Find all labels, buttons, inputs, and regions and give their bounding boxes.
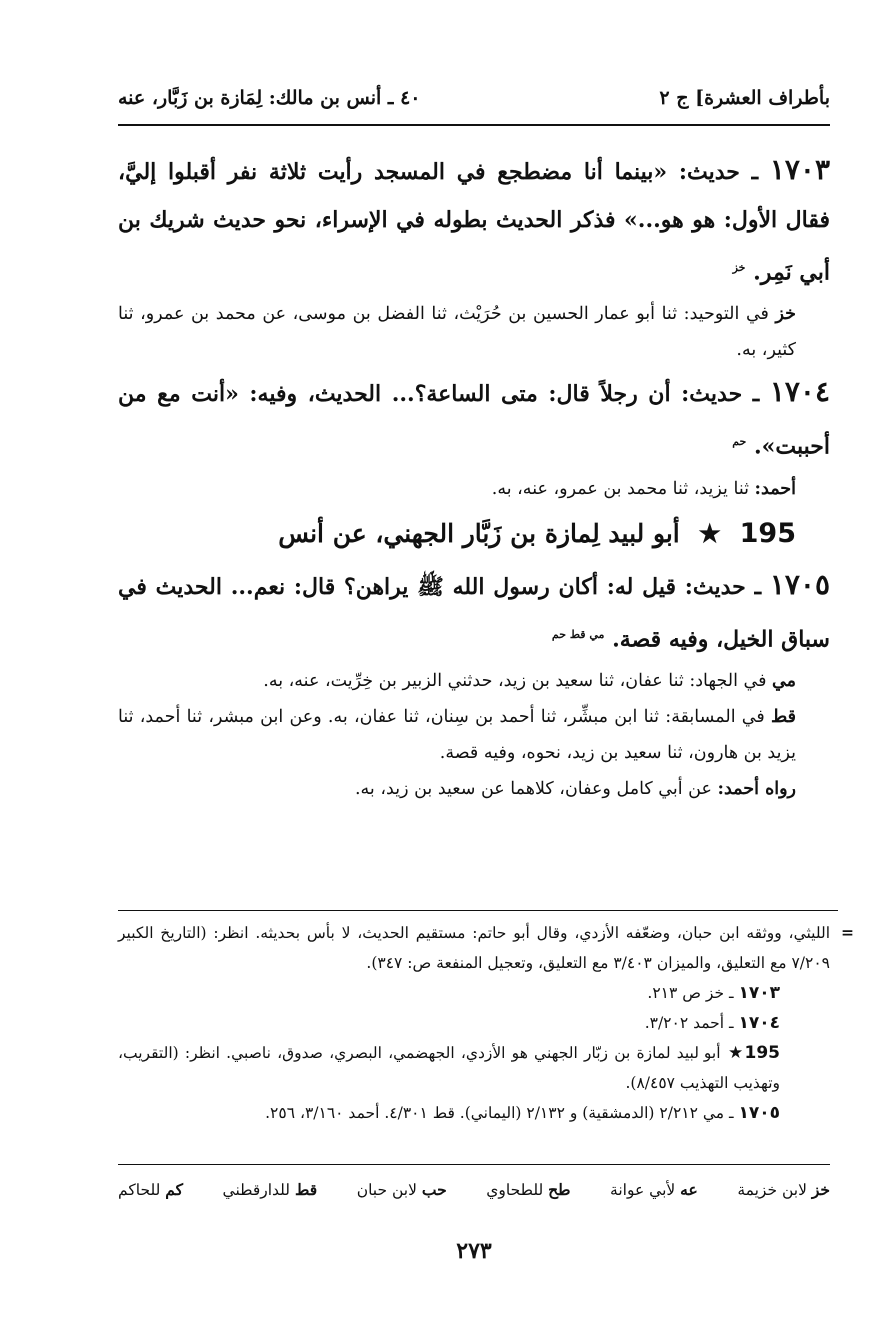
entry-text: ـ حديث: قيل له: أكان رسول الله ﷺ يراهن؟ قال: نعم... الحديث في سباق الخيل، وفيه قصة. [118,573,830,652]
header-book-title: بأطراف العشرة] ج ٢ [659,87,830,109]
footnote-item [118,1038,830,1098]
source-text: ثنا يزيد، ثنا محمد بن عمرو، عنه، به. [491,478,749,499]
footnote-number: ١٧٠٣ [738,983,780,1003]
footnote-text: ـ خز ص ٢١٣. [647,984,734,1002]
source-symbol: أحمد: [754,478,796,499]
entry-number: ١٧٠٣ [769,153,830,186]
narrator-name: أبو لبيد لِمازة بن زَبَّار الجهني، عن أنس [278,518,680,548]
continuation-mark: = [841,923,854,942]
footnote-continuation [118,918,854,978]
source-text: في التوحيد: ثنا أبو عمار الحسين بن حُرَيْث، ثنا الفضل بن موسى، عن محمد بن عمرو، ثنا كثير، به. [118,304,796,361]
source-line [118,699,830,771]
entry-number: ١٧٠٤ [769,375,830,409]
source-line [118,771,830,807]
footnote-text: الليثي، ووثقه ابن حبان، وضعّفه الأزدي، وقال أبو حاتم: مستقيم الحديث، لا بأس بحديثه. انظر: (التاريخ الكبير ٧/٢٠٩ مع التعليق، والميزان ٣/٤٠٣ مع التعليق، وتعجيل المنفعة ص: ٣٤٧). [118,924,830,972]
footnote-text: ـ أحمد ٣/٢٠٢. [644,1014,734,1032]
book-page [118,60,854,1300]
source-symbol: رواه أحمد: [717,778,796,799]
source-text: في الجهاد: ثنا عفان، ثنا سعيد بن زيد، حدثني الزبير بن خِرِّيت، عنه، به. [263,670,767,691]
legend-item: كم للحاكم [118,1180,183,1199]
entry-sigla: حم [732,435,747,449]
footnote-number: 195★ [726,1043,780,1063]
legend-item: خز لابن خزيمة [737,1180,830,1199]
main-text [118,146,830,807]
footnote-number: ١٧٠٥ [738,1103,780,1123]
legend-item: حب لابن حبان [356,1180,447,1199]
hadith-entry-1704 [118,368,830,470]
legend-rule [118,1164,830,1165]
source-text: في المسابقة: ثنا ابن مبشِّر، ثنا أحمد بن سِنان، ثنا عفان، به. وعن ابن مبشر، ثنا أحمد، ثنا يزيد بن هارون، ثنا سعيد بن زيد، نحوه، وفيه قصة. [118,706,796,763]
hadith-entry-1705 [118,561,830,663]
source-symbol: خز [775,304,796,325]
footnote-text: أبو لبيد لمازة بن زبّار الجهني هو الأزدي، الجهضمي، البصري، صدوق، ناصبي. انظر: (التقريب، وتهذيب التهذيب ٨/٤٥٧). [118,1044,780,1092]
footnote-text: ـ مي ٢/٢١٢ (الدمشقية) و ٢/١٣٢ (اليماني). قط ٤/٣٠١. أحمد ٣/١٦٠، ٢٥٦. [265,1104,734,1122]
legend-item: طح للطحاوي [486,1180,571,1199]
footnote-item [118,1098,830,1128]
narrator-heading [118,511,830,557]
running-header [118,78,830,118]
entry-number: ١٧٠٥ [769,567,830,601]
entry-sigla: خز [732,261,746,274]
star-icon: ★ [698,518,721,548]
hadith-entry-1703 [118,146,830,296]
source-symbol: قط [771,706,796,727]
page-number: ٢٧٣ [456,1238,492,1264]
narrator-number: 195 [739,517,796,549]
footnote-number: ١٧٠٤ [738,1013,780,1033]
entry-sigla: مي قط حم [551,627,605,641]
header-chapter-title: ٤٠ ـ أنس بن مالك: لِمَازة بن زَبَّار، عنه [118,87,421,109]
source-line [118,471,830,507]
source-text: عن أبي كامل وعفان، كلاهما عن سعيد بن زيد، به. [354,778,712,799]
legend-item: قط للدارقطني [222,1180,318,1199]
source-symbol: مي [772,670,796,691]
footnote-item [118,978,830,1008]
footnote-item [118,1008,830,1038]
source-line [118,663,830,699]
entry-text: ـ حديث: أن رجلاً قال: متى الساعة؟... الحديث، وفيه: «أنت مع من أحببت». [118,381,830,460]
abbreviation-legend [118,1180,830,1199]
footnote-rule [118,910,838,911]
legend-item: عه لأبي عوانة [610,1180,698,1199]
header-rule [118,124,830,126]
footnotes [118,918,854,1128]
source-line [118,296,830,368]
entry-text: ـ حديث: «بينما أنا مضطجع في المسجد رأيت ثلاثة نفر أقبلوا إليَّ، فقال الأول: هو هو...» فذكر الحديث بطوله في الإسراء، نحو حديث شريك بن أبي نَمِر. [118,159,830,286]
